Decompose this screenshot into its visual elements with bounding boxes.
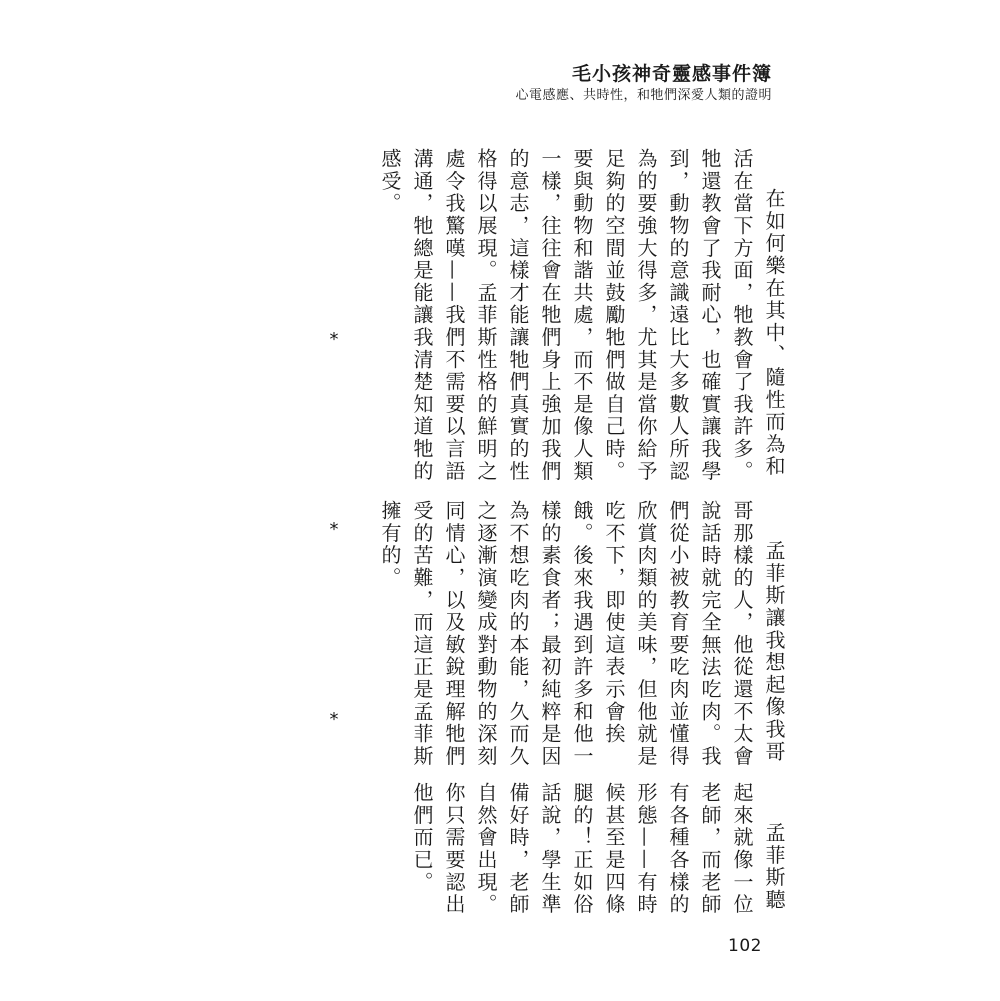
- asterisk-3: *: [329, 709, 339, 730]
- vertical-body-text: [370, 148, 790, 918]
- book-title: 毛小孩神奇靈感事件簿: [571, 63, 772, 85]
- asterisk-2: *: [329, 519, 339, 540]
- asterisk-1: *: [329, 329, 339, 350]
- section-separator: [322, 330, 346, 730]
- paragraph-1: 在如何樂在其中、隨性而為和活在當下方面，牠教會了我許多。牠還教會了我耐心，也確實讓我學到，動物的意識遠比大多數人所認為的要強大得多，尤其是當你給予足夠的空間並鼓勵牠們做自己時。要與動物和諧共處，而不是像人類一樣，往往會在牠們身上強加我們的意志，這樣才能讓牠們真實的性格得以展現。孟菲斯性格的鮮明之處令我驚嘆——我們不需要以言語溝通，牠總是能讓我清楚知道牠的感受。: [378, 148, 786, 483]
- page-number: 102: [728, 936, 762, 956]
- running-header: [515, 62, 772, 104]
- paragraph-2: 孟菲斯讓我想起像我哥哥那樣的人，他從還不太會說話時就完全無法吃肉。我們從小被教育要吃肉並懂得欣賞肉類的美味，但他就是吃不下，即使這表示會挨餓。後來我遇到許多和他一樣的素食者；最初純粹是因為不想吃肉的本能，久而久之逐漸演變成對動物的深刻同情心，以及敏銳理解牠們受的苦難，而這正是孟菲斯擁有的。: [378, 499, 786, 768]
- paragraph-3: 孟菲斯聽起來就像一位老師，而老師有各種各樣的形態——有時候甚至是四條腿的！正如俗話說，學生準備好時，老師自然會出現。你只需要認出他們而已。: [410, 781, 786, 916]
- book-subtitle: 心電感應、共時性，和牠們深愛人類的證明: [515, 88, 772, 103]
